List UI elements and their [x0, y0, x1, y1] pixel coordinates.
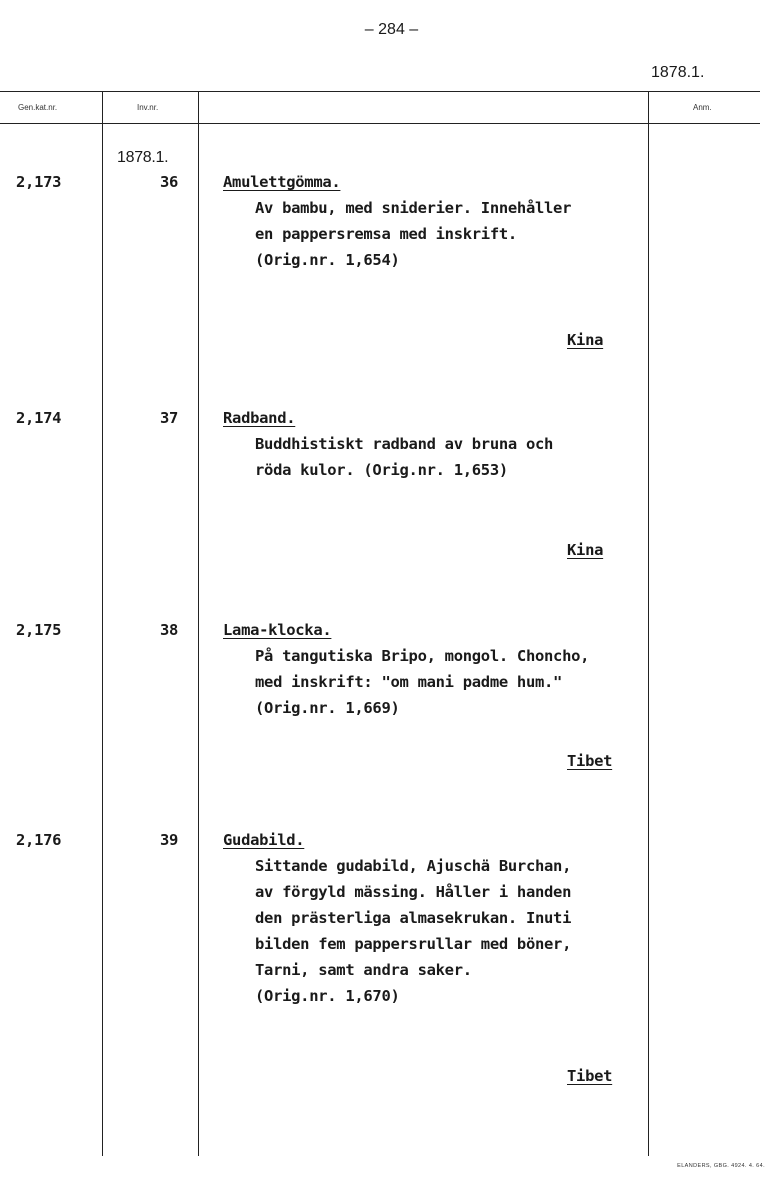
entry-description-line: röda kulor. (Orig.nr. 1,653)	[255, 461, 508, 479]
column-divider-2	[198, 91, 199, 1156]
entry-description-line: Buddhistiskt radband av bruna och	[255, 435, 554, 453]
entry-origin-place: Tibet	[567, 1067, 613, 1085]
entry-title: Radband.	[223, 409, 296, 427]
entry-description-line: (Orig.nr. 1,654)	[255, 251, 400, 269]
gen-kat-number: 2,174	[16, 409, 62, 427]
entry-description-line: (Orig.nr. 1,669)	[255, 699, 400, 717]
entry-description-line: bilden fem pappersrullar med böner,	[255, 935, 572, 953]
entry-description-line: med inskrift: "om mani padme hum."	[255, 673, 563, 691]
column-divider-3	[648, 91, 649, 1156]
printer-mark: ELANDERS, GBG. 4924. 4. 64.	[677, 1163, 765, 1169]
entry-origin-place: Tibet	[567, 752, 613, 770]
entry-description-line: (Orig.nr. 1,670)	[255, 987, 400, 1005]
header-top-rule	[0, 91, 760, 92]
gen-kat-number: 2,173	[16, 173, 62, 191]
column-header-anm: Anm.	[693, 103, 712, 112]
entry-description-line: en pappersremsa med inskrift.	[255, 225, 517, 243]
entry-origin-place: Kina	[567, 331, 604, 349]
inv-number: 37	[160, 409, 179, 427]
group-year: 1878.1.	[117, 149, 169, 166]
entry-description-line: den prästerliga almasekrukan. Inuti	[255, 909, 572, 927]
inv-number: 38	[160, 621, 179, 639]
entry-description-line: På tangutiska Bripo, mongol. Choncho,	[255, 647, 590, 665]
entry-title: Lama-klocka.	[223, 621, 332, 639]
column-divider-1	[102, 91, 103, 1156]
entry-title: Amulettgömma.	[223, 173, 341, 191]
entry-description-line: Av bambu, med sniderier. Innehåller	[255, 199, 572, 217]
page-number: – 284 –	[364, 21, 419, 38]
entry-description-line: av förgyld mässing. Håller i handen	[255, 883, 572, 901]
inv-number: 36	[160, 173, 179, 191]
gen-kat-number: 2,176	[16, 831, 62, 849]
entry-description-line: Sittande gudabild, Ajuschä Burchan,	[255, 857, 572, 875]
entry-origin-place: Kina	[567, 541, 604, 559]
header-year: 1878.1.	[651, 64, 705, 81]
entry-title: Gudabild.	[223, 831, 305, 849]
entry-description-line: Tarni, samt andra saker.	[255, 961, 472, 979]
column-header-gen-kat-nr: Gen.kat.nr.	[18, 103, 58, 112]
column-header-inv-nr: Inv.nr.	[137, 103, 159, 112]
gen-kat-number: 2,175	[16, 621, 62, 639]
header-bottom-rule	[0, 123, 760, 124]
inv-number: 39	[160, 831, 179, 849]
